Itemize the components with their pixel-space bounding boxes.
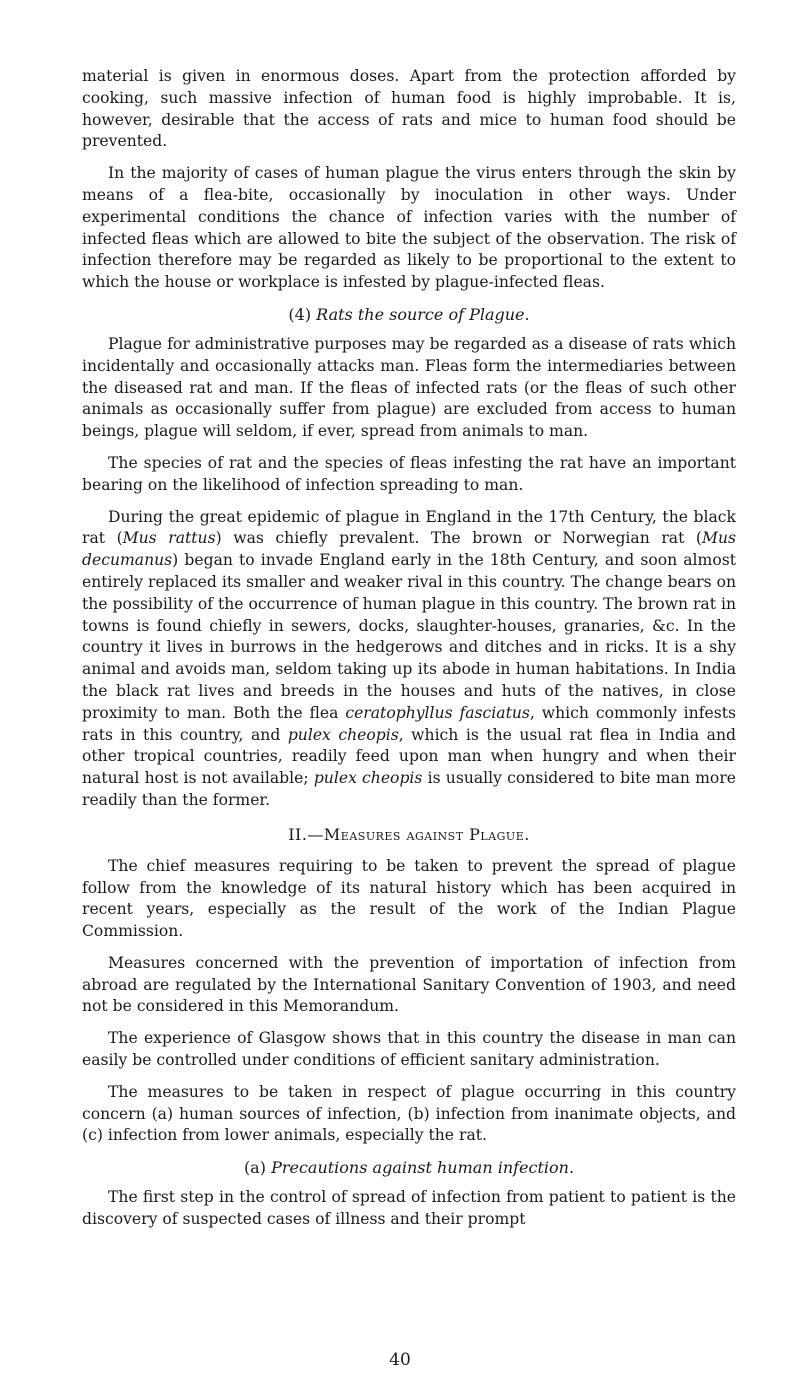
species-name: Mus rattus <box>122 529 216 548</box>
text-run: ) began to invade England early in the 18th Century, and soon almost entirely replaced its smaller and weaker rival in this country. The change bears on the possibility of the occurrence of human plague in this country. The brown rat in towns is found chiefly in sewers, docks, slaughter-houses, granaries, &c. In the country it lives in burrows in the hedgerows and ditches and in ricks. It is a shy animal and avoids man, seldom taking up its abode in human habitations. In India the black rat lives and breeds in the houses and huts of the natives, in close proximity to man. Both the flea <box>82 551 736 722</box>
subheading-title: Precautions against human infection. <box>271 1158 575 1178</box>
text-run: , which is the usual rat flea in India and other tropical countries, readily feed upon man when hungry and when their natural host is not available; <box>82 725 737 788</box>
paragraph-glasgow: The experience of Glasgow shows that in this country the disease in man can easily be controlled under conditions of efficient sanitary administration. <box>82 1029 736 1070</box>
paragraph-rat-history <box>82 507 736 812</box>
paragraph-continuation: material is given in enormous doses. Apart from the protection afforded by cooking, such massive infection of human food is highly improbable. It is, however, desirable that the access of rats and mice to human food should be prevented. <box>82 67 736 151</box>
page-number: 40 <box>389 1350 411 1370</box>
paragraph-species: The species of rat and the species of fleas infesting the rat have an important bearing on the likelihood of infection spreading to man. <box>82 453 736 494</box>
text-run: During the great epidemic of plague in England in the 17th Century, the black rat ( <box>82 507 736 548</box>
text-run: , which commonly infests rats in this country, and <box>82 703 736 744</box>
section-number: II.— <box>288 824 324 844</box>
section-title: Measures against Plague. <box>323 824 530 844</box>
paragraph-first-step: The first step in the control of spread of infection from patient to patient is the discovery of suspected cases of illness and their prompt <box>82 1188 736 1229</box>
section-heading-measures <box>82 824 736 846</box>
subheading-rats-source <box>82 304 736 326</box>
paragraph-administrative: Plague for administrative purposes may be regarded as a disease of rats which incidentally and occasionally attacks man. Fleas form the intermediaries between the diseased rat and man. If the fleas of infected rats (or the fleas of such other animals as occasionally suffer from plague) are excluded from access to human beings, plague will seldom, if ever, spread from animals to man. <box>82 334 736 441</box>
subheading-number: (4) <box>288 304 312 324</box>
paragraph-chief-measures: The chief measures requiring to be taken to prevent the spread of plague follow from the knowledge of its natural history which has been acquired in recent years, especially as the result of the work of the Indian Plague Commission. <box>82 856 736 941</box>
text-run: is usually considered to bite man more readily than the former. <box>82 769 737 809</box>
subheading-title: Rats the source of Plague. <box>316 304 530 324</box>
paragraph-measures-list: The measures to be taken in respect of plague occurring in this country concern (a) human sources of infection, (b) infection from inanimate objects, and (c) infection from lower animals, especially the rat. <box>82 1082 736 1145</box>
subheading-precautions <box>82 1157 736 1179</box>
paragraph-flea-bite: In the majority of cases of human plague the virus enters through the skin by means of a flea-bite, occasionally by inoculation in other ways. Under experimental conditions the chance of infection varies with the number of infected fleas which are allowed to bite the subject of the observation. The risk of infection therefore may be regarded as likely to be proportional to the extent to which the house or workplace is infested by plague-infected fleas. <box>82 164 736 292</box>
subheading-number: (a) <box>243 1158 266 1178</box>
species-name: pulex cheopis <box>287 725 399 744</box>
text-run: ) was chiefly prevalent. The brown or Norwegian rat ( <box>215 529 702 548</box>
species-name: pulex cheopis <box>313 769 423 788</box>
document-body <box>82 66 736 1231</box>
species-name: Mus decumanus <box>82 529 736 570</box>
paragraph-importation: Measures concerned with the prevention of importation of infection from abroad are regulated by the International Sanitary Convention of 1903, and need not be considered in this Memorandum. <box>82 953 736 1016</box>
species-name: ceratophyllus fasciatus <box>345 703 530 722</box>
